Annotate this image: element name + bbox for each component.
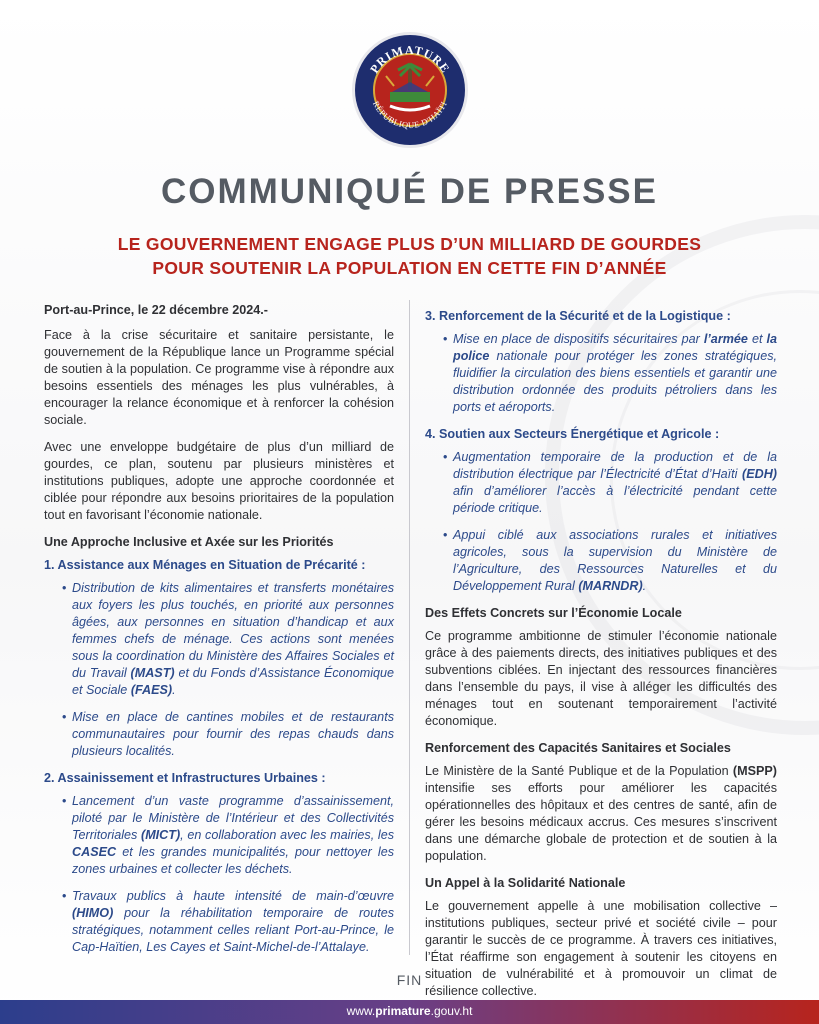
right-column xyxy=(425,302,777,1010)
seal-bottom-text: RÉPUBLIQUE D'HAÏTI xyxy=(370,99,449,131)
health-paragraph: Le Ministère de la Santé Publique et de la Population (MSPP) intensifie ses efforts pour améliorer les capacités opérationnelles des hôpitaux et des centres de santé, afin de gérer les besoins médicaux accrus. Ces mesures s’inscrivent dans une démarche globale de protection et de soutien à la population. xyxy=(425,764,777,863)
list-item: • Travaux publics à haute intensité de main-d’œuvre (HIMO) pour la réhabilitation temporaire de routes stratégiques, notamment celles reliant Port-au-Prince, le Cap-Haïtien, Les Cayes et Saint-Michel-de-l’Attalaye. xyxy=(44,888,394,956)
appeal-paragraph: Le gouvernement appelle à une mobilisation collective – institutions publiques, secteur privé et société civile – pour garantir le succès de ce programme. À travers ces initiatives, l’État réaffirme son engagement à soutenir les citoyens en situation de vulnérabilité et à promouvoir un climat de résilience collective. xyxy=(425,899,777,998)
health-heading: Renforcement des Capacités Sanitaires et Sociales xyxy=(425,741,731,755)
headline-line-1: LE GOUVERNEMENT ENGAGE PLUS D’UN MILLIARD DE GOURDES xyxy=(117,234,702,254)
footer-website-link[interactable]: www.primature.gouv.ht xyxy=(346,1004,473,1018)
list-item: • Augmentation temporaire de la production et de la distribution électrique par l’Électricité d’État d’Haïti (EDH) afin d’améliorer l’accès à l’électricité pendant cette période critique. xyxy=(425,449,777,517)
column-divider xyxy=(409,300,410,955)
section-2-heading: 2. Assainissement et Infrastructures Urbaines : xyxy=(44,771,326,785)
page-title: COMMUNIQUÉ DE PRESSE xyxy=(161,172,658,211)
primature-seal-logo xyxy=(350,30,470,150)
dateline: Port-au-Prince, le 22 décembre 2024.- xyxy=(44,303,268,317)
appeal-heading: Un Appel à la Solidarité Nationale xyxy=(425,876,626,890)
budget-paragraph: Avec une enveloppe budgétaire de plus d’un milliard de gourdes, ce plan, soutenu par plusieurs ministères et institutions publiques, adopte une approche coordonnée et ciblée pour répondre aux besoins prioritaires de la population tout en favorisant l’économie nationale. xyxy=(44,440,394,522)
end-marker: FIN xyxy=(396,972,423,988)
effects-heading: Des Effets Concrets sur l’Économie Locale xyxy=(425,606,682,620)
list-item: • Distribution de kits alimentaires et transferts monétaires aux foyers les plus touchés, en priorité aux personnes âgées, aux personnes en situation d’handicap et aux femmes chefs de ménage. Ces actions sont menées sous la coordination du Ministère des Affaires Sociales et du Travail (MAST) et du Fonds d’Assistance Économique et Sociale (FAES). xyxy=(44,580,394,699)
section-3-heading: 3. Renforcement de la Sécurité et de la Logistique : xyxy=(425,309,731,323)
section-2-list xyxy=(44,793,394,956)
section-1-list xyxy=(44,580,394,760)
list-item: • Appui ciblé aux associations rurales et initiatives agricoles, sous la supervision du Ministère de l’Agriculture, des Ressources Naturelles et du Développement Rural (MARNDR). xyxy=(425,527,777,595)
section-1-heading: 1. Assistance aux Ménages en Situation de Précarité : xyxy=(44,558,366,572)
approach-heading: Une Approche Inclusive et Axée sur les Priorités xyxy=(44,535,334,549)
section-4-heading: 4. Soutien aux Secteurs Énergétique et Agricole : xyxy=(425,427,720,441)
headline xyxy=(0,232,819,280)
list-item: • Lancement d’un vaste programme d’assainissement, piloté par le Ministère de l’Intérieur et des Collectivités Territoriales (MICT), en collaboration avec les mairies, les CASEC et les grandes municipalités, pour nettoyer les zones urbaines et collecter les déchets. xyxy=(44,793,394,878)
headline-line-2: POUR SOUTENIR LA POPULATION EN CETTE FIN D’ANNÉE xyxy=(152,258,667,278)
intro-paragraph: Face à la crise sécuritaire et sanitaire persistante, le gouvernement de la République lance un Programme spécial de soutien à la population. Ce programme vise à répondre aux besoins essentiels des ménages les plus vulnérables, à encourager la relance économique et à renforcer la cohésion sociale. xyxy=(44,328,394,427)
left-column xyxy=(44,302,394,966)
seal-top-text: PRIMATURE xyxy=(367,42,453,76)
effects-paragraph: Ce programme ambitionne de stimuler l’économie nationale grâce à des paiements directs, des initiatives publiques et des subventions ciblées. En injectant des ressources financières dans l’ensemble du pays, il vise à alléger les difficultés des ménages tout en soutenant temporairement l’activité économique. xyxy=(425,629,777,728)
section-3-list xyxy=(425,331,777,416)
list-item: • Mise en place de dispositifs sécuritaires par l’armée et la police nationale pour protéger les zones stratégiques, fluidifier la circulation des biens essentiels et garantir une distribution ordonnée des produits pétroliers dans les ports et aéroports. xyxy=(425,331,777,416)
list-item: • Mise en place de cantines mobiles et de restaurants communautaires pour fournir des repas chauds dans plusieurs localités. xyxy=(44,709,394,760)
section-4-list xyxy=(425,449,777,595)
